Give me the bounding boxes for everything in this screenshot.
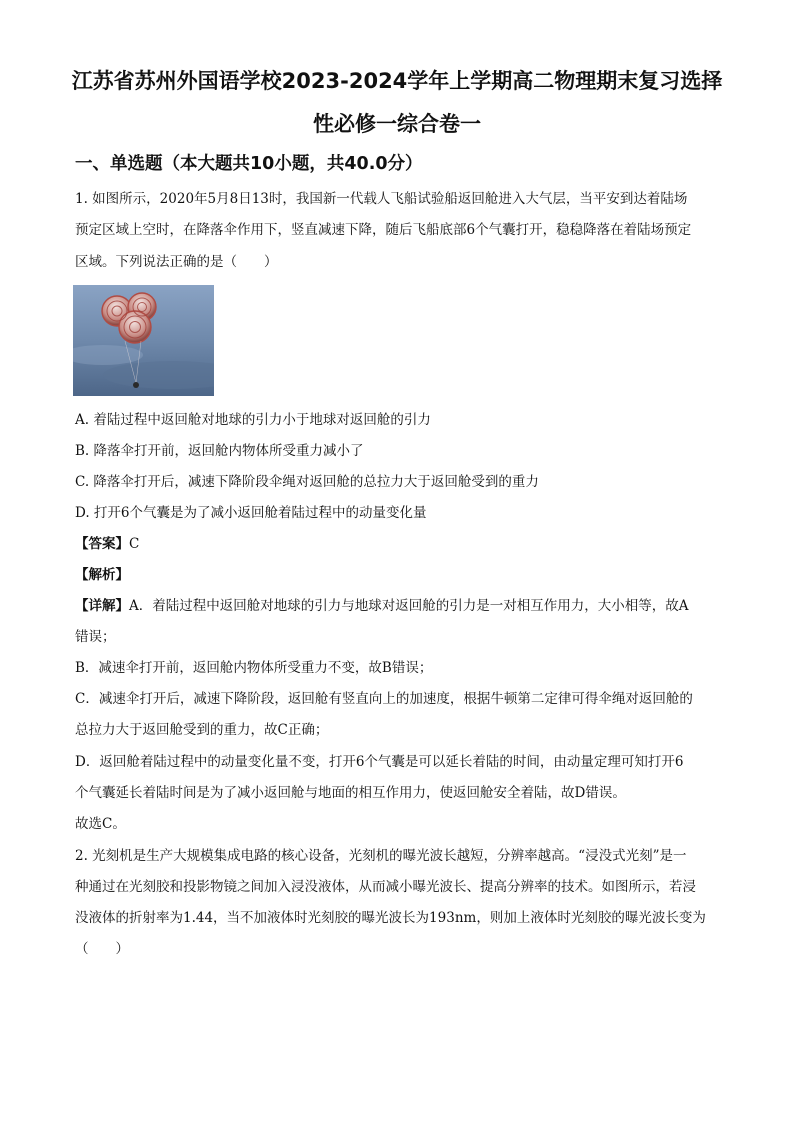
detail-label: 【详解】 <box>75 598 129 614</box>
q2-stem-line-4: （ ） <box>75 941 129 957</box>
detail-text: A．着陆过程中返回舱对地球的引力与地球对返回舱的引力是一对相互作用力，大小相等，故A <box>129 598 689 614</box>
q1-stem-line-2: 预定区域上空时，在降落伞作用下，竖直减速下降，随后飞船底部6个气囊打开，稳稳降落在着陆场预定 <box>75 222 692 238</box>
section-heading: 一、单选题（本大题共10小题，共40.0分） <box>75 154 423 174</box>
answer-value: C <box>129 536 140 552</box>
q1-option-a: A. 着陆过程中返回舱对地球的引力小于地球对返回舱的引力 <box>75 412 431 428</box>
q1-detail-line-7: 个气囊延长着陆时间是为了减小返回舱与地面的相互作用力，使返回舱安全着陆，故D错误。 <box>75 785 626 801</box>
parachute-capsule-photo <box>73 285 214 396</box>
q1-detail-line-4: C．减速伞打开后，减速下降阶段，返回舱有竖直向上的加速度，根据牛顿第二定律可得伞绳对返回舱的 <box>75 691 693 707</box>
q1-detail-line-6: D．返回舱着陆过程中的动量变化量不变，打开6个气囊是可以延长着陆的时间，由动量定理可知打开6 <box>75 754 684 770</box>
q1-option-b: B. 降落伞打开前，返回舱内物体所受重力减小了 <box>75 443 364 459</box>
q1-analysis-label: 【解析】 <box>75 567 129 583</box>
document-title-line-2: 性必修一综合卷一 <box>313 112 481 136</box>
q1-detail-line-5: 总拉力大于返回舱受到的重力，故C正确； <box>75 722 329 738</box>
q1-conclusion: 故选C。 <box>75 816 126 832</box>
q1-answer <box>75 529 735 560</box>
q1-option-d: D. 打开6个气囊是为了减小返回舱着陆过程中的动量变化量 <box>75 505 427 521</box>
q1-detail-line-1 <box>75 591 735 622</box>
q1-stem-line-3: 区域。下列说法正确的是（ ） <box>75 254 278 270</box>
q1-detail-line-2: 错误； <box>75 629 116 645</box>
q1-option-c: C. 降落伞打开后，减速下降阶段伞绳对返回舱的总拉力大于返回舱受到的重力 <box>75 474 539 490</box>
document-title-line-1: 江苏省苏州外国语学校2023-2024学年上学期高二物理期末复习选择 <box>71 69 723 93</box>
q1-stem-line-1: 1. 如图所示，2020年5月8日13时，我国新一代载人飞船试验船返回舱进入大气层，当平安到达着陆场 <box>75 191 688 207</box>
q2-stem-line-2: 种通过在光刻胶和投影物镜之间加入浸没液体，从而减小曝光波长、提高分辨率的技术。如图所示，若浸 <box>75 879 696 895</box>
answer-label: 【答案】 <box>75 536 129 552</box>
q2-stem-line-1: 2. 光刻机是生产大规模集成电路的核心设备，光刻机的曝光波长越短，分辨率越高。“浸没式光刻”是一 <box>75 848 687 864</box>
q2-stem-line-3: 没液体的折射率为1.44，当不加液体时光刻胶的曝光波长为193nm，则加上液体时光刻胶的曝光波长变为 <box>75 910 706 926</box>
q1-detail-line-3: B．减速伞打开前，返回舱内物体所受重力不变，故B错误； <box>75 660 433 676</box>
